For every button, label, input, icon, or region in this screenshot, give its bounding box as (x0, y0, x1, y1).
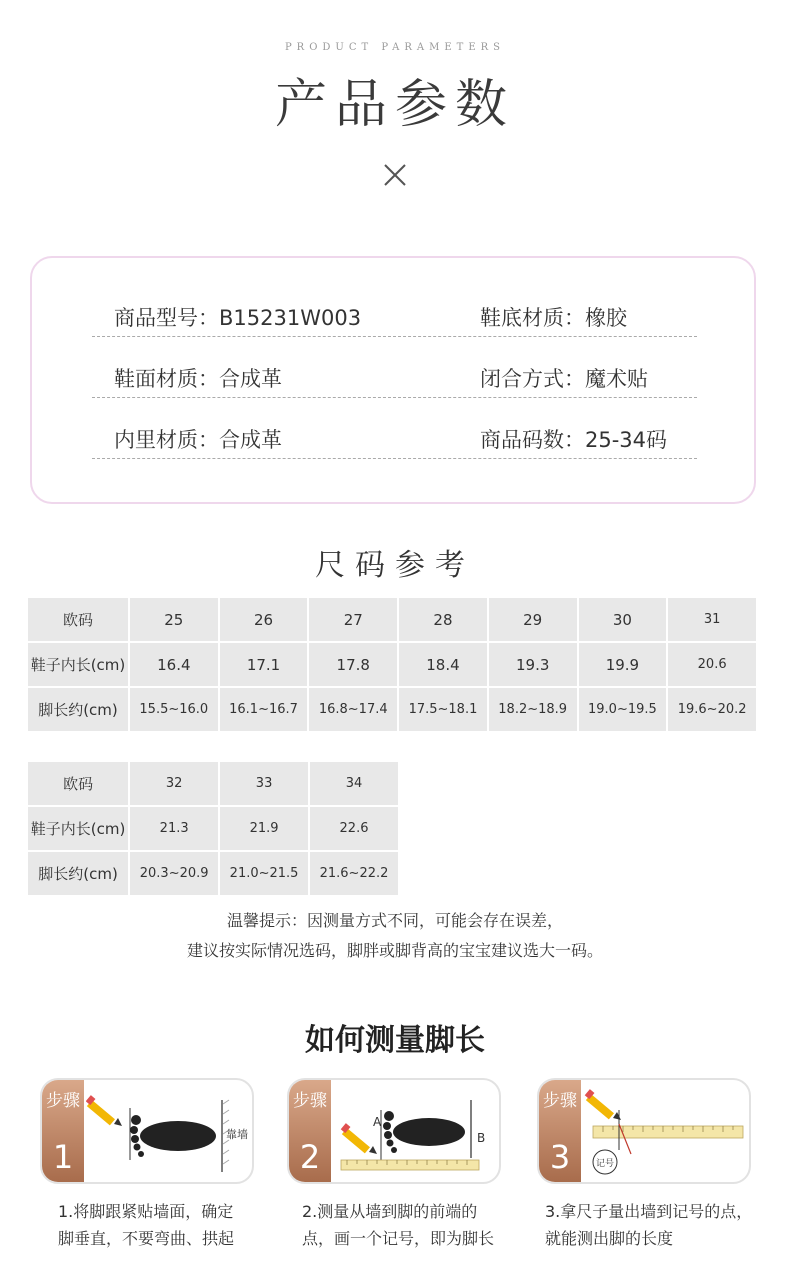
footprint-icon (130, 1115, 216, 1157)
mark-label: 记号 (595, 1159, 615, 1169)
pencil-icon (86, 1095, 122, 1126)
step-1-illustration (86, 1080, 252, 1182)
inner-length-cell: 21.3 (130, 807, 218, 850)
row-label-inner-length: 鞋子内长(cm) (28, 807, 128, 850)
size-table-2 (26, 760, 400, 897)
foot-length-cell: 19.0~19.5 (579, 688, 667, 731)
step-badge (289, 1080, 331, 1182)
step-2-line-2: 点，画一个记号，即为脚长 (302, 1229, 495, 1248)
size-table-1 (26, 596, 758, 733)
row-label-eu-size: 欧码 (28, 598, 128, 641)
step-badge (539, 1080, 581, 1182)
page-title: 产品参数 (274, 75, 515, 135)
foot-length-cell: 16.8~17.4 (309, 688, 397, 731)
param-row (92, 290, 697, 337)
foot-length-cell: 21.6~22.2 (310, 852, 398, 895)
inner-length-cell: 17.8 (309, 643, 397, 686)
step-word: 步骤 (543, 1091, 577, 1111)
size-cell: 32 (130, 762, 218, 805)
step-badge (42, 1080, 84, 1182)
pencil-icon (341, 1123, 377, 1154)
table-row (28, 598, 756, 641)
foot-length-cell: 21.0~21.5 (220, 852, 308, 895)
inner-length-cell: 17.1 (220, 643, 308, 686)
step-number: 3 (549, 1138, 571, 1176)
inner-length-cell: 21.9 (220, 807, 308, 850)
size-cell: 28 (399, 598, 487, 641)
inner-length-cell: 18.4 (399, 643, 487, 686)
param-upper-material: 鞋面材质：合成革 (114, 367, 282, 391)
step-word: 步骤 (293, 1091, 327, 1111)
measure-section-title: 如何测量脚长 (305, 1023, 485, 1058)
pencil-icon (585, 1089, 621, 1120)
wall-label: 靠墙 (226, 1128, 248, 1141)
inner-length-cell: 19.3 (489, 643, 577, 686)
row-label-eu-size: 欧码 (28, 762, 128, 805)
step-1-line-2: 脚垂直，不要弯曲、拱起 (58, 1229, 235, 1248)
step-word: 步骤 (46, 1091, 80, 1111)
step-2-line-1: 2.测量从墙到脚的前端的 (302, 1202, 478, 1221)
param-size-range: 商品码数：25-34码 (480, 428, 668, 452)
step-3-line-1: 3.拿尺子量出墙到记号的点， (545, 1202, 753, 1221)
table-row (28, 643, 756, 686)
size-cell: 31 (668, 598, 756, 641)
inner-length-cell: 16.4 (130, 643, 218, 686)
foot-length-cell: 16.1~16.7 (220, 688, 308, 731)
ruler-icon (341, 1160, 479, 1170)
size-cell: 29 (489, 598, 577, 641)
step-card-3 (537, 1078, 751, 1184)
param-model: 商品型号：B15231W003 (114, 306, 362, 330)
foot-length-cell: 18.2~18.9 (489, 688, 577, 731)
ruler-icon (593, 1126, 743, 1138)
size-cell: 26 (220, 598, 308, 641)
row-label-foot-length: 脚长约(cm) (28, 852, 128, 895)
param-row (92, 412, 697, 459)
step-3-illustration (583, 1080, 749, 1182)
table-row (28, 688, 756, 731)
parameters-card (30, 256, 756, 504)
table-row (28, 852, 398, 895)
mark-a-label: A (373, 1115, 382, 1129)
foot-length-cell: 19.6~20.2 (668, 688, 756, 731)
param-row (92, 351, 697, 398)
step-2-description (302, 1198, 522, 1252)
step-number: 1 (52, 1138, 74, 1176)
size-cell: 30 (579, 598, 667, 641)
size-cell: 25 (130, 598, 218, 641)
foot-length-cell: 20.3~20.9 (130, 852, 218, 895)
foot-length-cell: 17.5~18.1 (399, 688, 487, 731)
step-3-line-2: 就能测出脚的长度 (545, 1229, 674, 1248)
section-subtitle: PRODUCT PARAMETERS (284, 42, 506, 53)
param-closure: 闭合方式：魔术贴 (480, 367, 648, 391)
size-cell: 34 (310, 762, 398, 805)
size-cell: 27 (309, 598, 397, 641)
row-label-foot-length: 脚长约(cm) (28, 688, 128, 731)
step-3-description (545, 1198, 785, 1252)
step-1-description (58, 1198, 278, 1252)
size-section-title: 尺码参考 (315, 548, 475, 583)
size-tip-line-2: 建议按实际情况选码，脚胖或脚背高的宝宝建议选大一码。 (186, 941, 603, 960)
param-lining-material: 内里材质：合成革 (114, 428, 282, 452)
param-sole-material: 鞋底材质：橡胶 (480, 306, 627, 330)
close-icon (380, 160, 410, 190)
step-card-1 (40, 1078, 254, 1184)
step-1-line-1: 1.将脚跟紧贴墙面，确定 (58, 1202, 234, 1221)
inner-length-cell: 19.9 (579, 643, 667, 686)
inner-length-cell: 20.6 (668, 643, 756, 686)
step-card-2 (287, 1078, 501, 1184)
footprint-icon (383, 1111, 465, 1153)
step-number: 2 (299, 1138, 321, 1176)
table-row (28, 807, 398, 850)
table-row (28, 762, 398, 805)
foot-length-cell: 15.5~16.0 (130, 688, 218, 731)
size-tip-line-1: 温馨提示：因测量方式不同，可能会存在误差， (226, 911, 563, 930)
step-2-illustration (333, 1080, 499, 1182)
mark-b-label: B (477, 1131, 486, 1145)
row-label-inner-length: 鞋子内长(cm) (28, 643, 128, 686)
size-cell: 33 (220, 762, 308, 805)
inner-length-cell: 22.6 (310, 807, 398, 850)
